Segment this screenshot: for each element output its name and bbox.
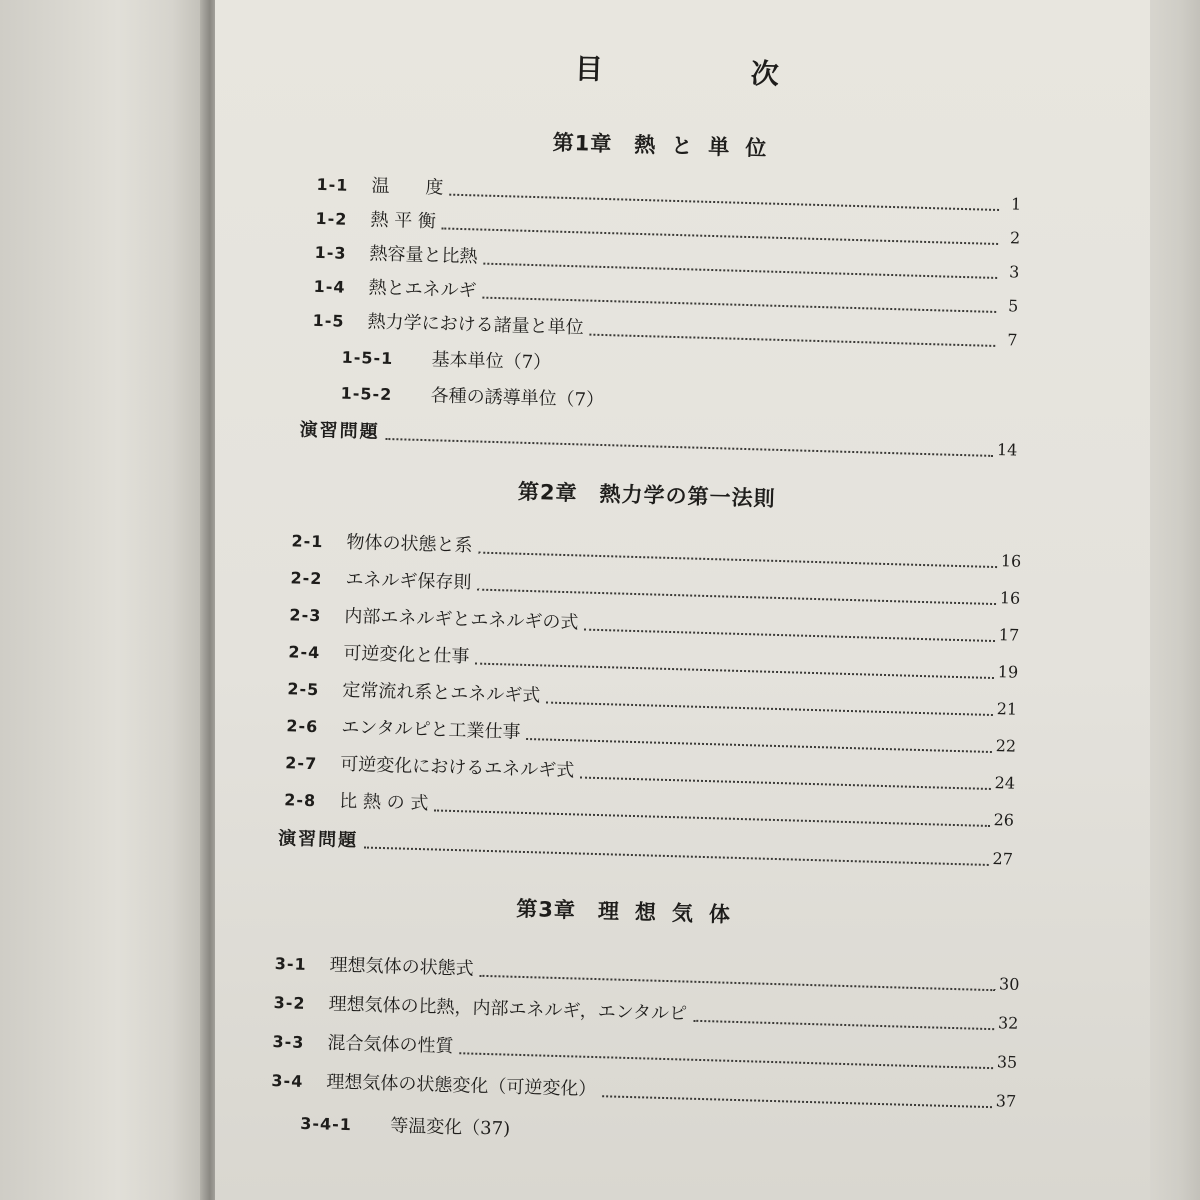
subsection-title: 基本単位（7）: [431, 349, 552, 374]
chapter-number: 第3章: [516, 896, 577, 923]
subsection-title: 各種の誘導単位（7）: [430, 385, 605, 412]
chapter-number: 第2章: [517, 479, 578, 506]
page-title: 目 次: [574, 52, 840, 93]
dot-leader: [459, 1051, 993, 1069]
exercise-label: 演習問題: [277, 828, 359, 852]
section-title: 理想気体の比熱，内部エネルギ，エンタルピ: [328, 993, 688, 1025]
exercise-entry: [278, 824, 1013, 871]
subsection-number: 3-4-1: [300, 1113, 353, 1135]
section-title: 理想気体の状態式: [329, 954, 474, 980]
page-number: 30: [998, 974, 1020, 994]
page-number: 27: [992, 849, 1014, 869]
section-number: 1-2: [315, 208, 348, 229]
chapter-title: 熱と単位: [634, 132, 783, 161]
dot-leader: [483, 262, 997, 279]
subsection-title: 等温変化（37): [389, 1115, 511, 1140]
section-number: 2-4: [288, 642, 321, 663]
dot-leader: [434, 808, 989, 827]
toc-subentry: [341, 343, 551, 375]
toc-subentry: [340, 379, 604, 412]
exercise-entry: [299, 416, 1017, 462]
section-number: 2-7: [285, 753, 318, 774]
section-title: 混合気体の性質: [327, 1032, 454, 1058]
section-title: エンタルピと工業仕事: [341, 716, 521, 743]
page-number: 24: [994, 773, 1016, 793]
section-title: 比 熱 の 式: [338, 790, 429, 815]
section-title: 温 度: [371, 175, 444, 199]
dot-leader: [449, 193, 999, 211]
subsection-number: 1-5-1: [341, 347, 394, 369]
section-number: 3-4: [271, 1071, 304, 1091]
page-number: 7: [1006, 330, 1018, 350]
page-number: 5: [1007, 296, 1019, 316]
chapter-heading: [516, 893, 746, 929]
page-number: 37: [995, 1091, 1017, 1111]
page-number: 21: [996, 699, 1018, 719]
section-number: 1-4: [313, 276, 346, 297]
dot-leader: [364, 846, 988, 866]
dot-leader: [475, 662, 994, 679]
page-number: 3: [1008, 262, 1020, 282]
dot-leader: [385, 437, 992, 457]
dot-leader: [546, 701, 993, 716]
section-title: エネルギ保存則: [345, 568, 472, 594]
dot-leader: [602, 1094, 992, 1108]
section-title: 熱容量と比熱: [369, 243, 478, 268]
chapter-title: 理想気体: [597, 899, 747, 928]
toc-entry: [284, 785, 1014, 831]
section-number: 1-5: [312, 310, 345, 331]
page-number: 35: [996, 1052, 1018, 1072]
section-number: 1-1: [316, 174, 349, 195]
page-number: 26: [993, 810, 1015, 830]
chapter-title: 熱力学の第一法則: [599, 481, 776, 511]
dot-leader: [478, 551, 997, 568]
toc-entry: [274, 949, 1019, 996]
page-number: 22: [995, 736, 1017, 756]
section-number: 3-1: [274, 954, 307, 974]
toc-entry: [272, 1027, 1017, 1074]
dot-leader: [584, 628, 995, 642]
section-title: 熱力学における諸量と単位: [367, 311, 584, 339]
exercise-label: 演習問題: [299, 419, 380, 443]
dot-leader: [479, 974, 995, 991]
chapter-heading: [552, 127, 782, 163]
subsection-number: 1-5-2: [340, 383, 393, 405]
section-title: 理想気体の状態変化（可逆変化）: [326, 1071, 597, 1101]
dot-leader: [589, 333, 995, 347]
section-title: 熱とエネルギ: [368, 277, 477, 302]
dot-leader: [482, 296, 996, 313]
toc-entry: [271, 1066, 1016, 1113]
section-title: 物体の状態と系: [346, 531, 473, 557]
section-number: 2-6: [286, 716, 319, 737]
section-title: 内部エネルギとエネルギの式: [344, 605, 579, 634]
section-number: 3-3: [272, 1032, 305, 1052]
dot-leader: [693, 1019, 994, 1030]
page-number: 19: [997, 662, 1019, 682]
page-number: 2: [1009, 228, 1021, 248]
section-number: 2-2: [290, 568, 323, 589]
section-number: 1-3: [314, 242, 347, 263]
page-number: 16: [999, 588, 1021, 608]
dot-leader: [442, 226, 998, 245]
toc-entry: [273, 988, 1018, 1035]
page-number: 14: [996, 440, 1018, 460]
section-number: 2-8: [284, 790, 317, 811]
section-title: 可逆変化におけるエネルギ式: [340, 753, 575, 782]
section-number: 2-3: [289, 605, 322, 626]
toc-subentry: [300, 1109, 511, 1141]
section-title: 定常流れ系とエネルギ式: [342, 679, 541, 707]
page-number: 17: [998, 625, 1020, 645]
chapter-number: 第1章: [552, 130, 613, 157]
dot-leader: [580, 776, 991, 790]
section-title: 熱 平 衡: [370, 209, 437, 233]
page-number: 16: [1000, 551, 1022, 571]
section-number: 2-1: [291, 531, 324, 552]
section-title: 可逆変化と仕事: [343, 642, 470, 668]
dot-leader: [526, 737, 991, 753]
section-number: 3-2: [273, 993, 306, 1013]
page-number: 32: [997, 1013, 1019, 1033]
page-number: 1: [1010, 194, 1022, 214]
dot-leader: [477, 588, 996, 605]
section-number: 2-5: [287, 679, 320, 700]
chapter-heading: [518, 476, 776, 513]
